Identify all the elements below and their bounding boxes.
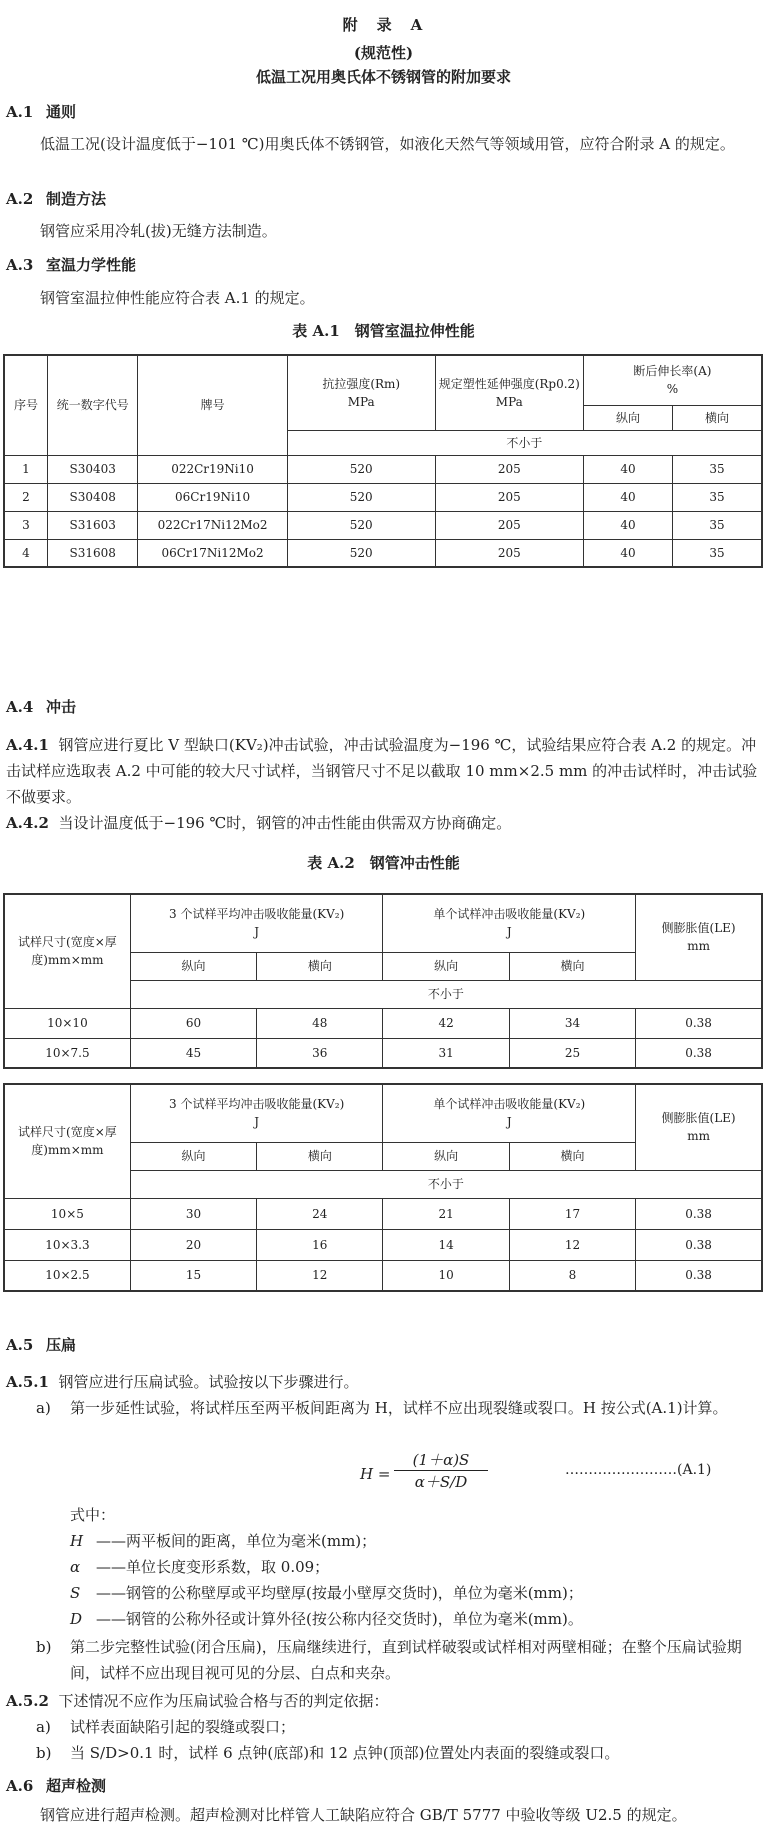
variable-definition xyxy=(70,1580,760,1606)
section-number: A.1 xyxy=(6,103,34,121)
cell: 17 xyxy=(509,1198,635,1229)
header-transverse: 横向 xyxy=(257,1142,383,1170)
header-size: 试样尺寸(宽度×厚度)mm×mm xyxy=(4,894,130,1008)
exception-item: 试样表面缺陷引起的裂缝或裂口； xyxy=(70,1718,296,1736)
table-row xyxy=(4,1260,762,1291)
clause-text: 钢管应进行压扁试验。试验按以下步骤进行。 xyxy=(58,1373,359,1391)
cell: 42 xyxy=(383,1008,509,1038)
clause-a52 xyxy=(6,1688,762,1714)
cell: 205 xyxy=(435,539,583,567)
header-no: 序号 xyxy=(4,355,47,455)
cell: 0.38 xyxy=(636,1038,762,1068)
section-a3-heading xyxy=(6,254,136,275)
section-title: 超声检测 xyxy=(46,1777,107,1795)
variable-desc: ——钢管的公称壁厚或平均壁厚(按最小壁厚交货时)，单位为毫米(mm)； xyxy=(96,1584,583,1602)
exception-item: 当 S/D>0.1 时，试样 6 点钟(底部)和 12 点钟(顶部)位置处内表面的裂缝或裂口。 xyxy=(70,1744,620,1762)
clause-text: 当设计温度低于−196 ℃时，钢管的冲击性能由供需双方协商确定。 xyxy=(58,814,512,832)
cell: 20 xyxy=(130,1229,256,1260)
cell: 24 xyxy=(257,1198,383,1229)
header-min: 不小于 xyxy=(130,980,762,1008)
variable-definition xyxy=(70,1606,760,1632)
cell: 40 xyxy=(583,539,672,567)
cell: S31603 xyxy=(47,511,137,539)
table-row xyxy=(4,483,762,511)
table-a1 xyxy=(3,354,763,568)
cell: 45 xyxy=(130,1038,256,1068)
cell: 4 xyxy=(4,539,47,567)
cell: 022Cr19Ni10 xyxy=(138,455,287,483)
cell: 35 xyxy=(673,511,762,539)
header-code: 统一数字代号 xyxy=(47,355,137,455)
cell: 36 xyxy=(257,1038,383,1068)
appendix-title: 附 录 A xyxy=(342,16,425,34)
cell: 25 xyxy=(509,1038,635,1068)
cell: 3 xyxy=(4,511,47,539)
cell: 10 xyxy=(383,1260,509,1291)
header-min: 不小于 xyxy=(287,430,762,455)
header-longitudinal: 纵向 xyxy=(583,405,672,430)
cell: 31 xyxy=(383,1038,509,1068)
variable-desc: ——两平板间的距离，单位为毫米(mm)； xyxy=(96,1532,377,1550)
cell: 10×7.5 xyxy=(4,1038,130,1068)
cell: 14 xyxy=(383,1229,509,1260)
appendix-type: (规范性) xyxy=(353,44,414,62)
header-lateral-expansion: 侧膨胀值(LE) mm xyxy=(636,1084,762,1170)
header-elongation: 断后伸长率(A) % xyxy=(583,355,762,405)
cell: 30 xyxy=(130,1198,256,1229)
where-label: 式中： xyxy=(70,1506,116,1524)
cell: 48 xyxy=(257,1008,383,1038)
variable-symbol: D xyxy=(70,1610,83,1628)
cell: S30408 xyxy=(47,483,137,511)
cell: 520 xyxy=(287,455,435,483)
cell: S30403 xyxy=(47,455,137,483)
cell: 40 xyxy=(583,455,672,483)
section-a6-heading xyxy=(6,1775,106,1796)
header-transverse: 横向 xyxy=(509,1142,635,1170)
formula-denominator: α＋S/D xyxy=(414,1473,468,1491)
cell: 0.38 xyxy=(636,1260,762,1291)
section-title: 通则 xyxy=(46,103,77,121)
section-title: 压扁 xyxy=(46,1336,77,1354)
section-a5-heading xyxy=(6,1334,76,1355)
cell: 15 xyxy=(130,1260,256,1291)
clause-number: A.5.2 xyxy=(6,1692,49,1710)
section-a2-text: 钢管应采用冷轧(拔)无缝方法制造。 xyxy=(40,222,277,240)
cell: 40 xyxy=(583,511,672,539)
header-single-energy: 单个试样冲击吸收能量(KV₂) J xyxy=(383,1084,636,1142)
variable-symbol: α xyxy=(70,1558,81,1576)
table-a1-caption: 表 A.1 钢管室温拉伸性能 xyxy=(292,322,475,340)
cell: 205 xyxy=(435,483,583,511)
section-a1-text: 低温工况(设计温度低于−101 ℃)用奥氏体不锈钢管，如液化天然气等领域用管，应符合附录 A 的规定。 xyxy=(40,135,735,153)
cell: 40 xyxy=(583,483,672,511)
cell: 16 xyxy=(257,1229,383,1260)
cell: 520 xyxy=(287,483,435,511)
cell: 10×3.3 xyxy=(4,1229,130,1260)
cell: 1 xyxy=(4,455,47,483)
variable-definition xyxy=(70,1554,760,1580)
variable-desc: ——钢管的公称外径或计算外径(按公称内径交货时)，单位为毫米(mm)。 xyxy=(96,1610,583,1628)
clause-number: A.5.1 xyxy=(6,1373,49,1391)
section-number: A.4 xyxy=(6,698,34,716)
cell: 34 xyxy=(509,1008,635,1038)
header-longitudinal: 纵向 xyxy=(383,1142,509,1170)
cell: 520 xyxy=(287,511,435,539)
variable-definition xyxy=(70,1528,760,1554)
cell: 8 xyxy=(509,1260,635,1291)
table-row xyxy=(4,539,762,567)
cell: 35 xyxy=(673,483,762,511)
cell: 60 xyxy=(130,1008,256,1038)
list-marker: a) xyxy=(36,1718,51,1736)
header-transverse: 横向 xyxy=(257,952,383,980)
section-a4-heading xyxy=(6,696,76,717)
variable-symbol: H xyxy=(70,1532,84,1550)
header-transverse: 横向 xyxy=(509,952,635,980)
cell: 10×5 xyxy=(4,1198,130,1229)
table-a2-caption: 表 A.2 钢管冲击性能 xyxy=(307,854,460,872)
cell: 35 xyxy=(673,455,762,483)
clause-a42 xyxy=(6,810,762,836)
header-size: 试样尺寸(宽度×厚度)mm×mm xyxy=(4,1084,130,1198)
cell: 12 xyxy=(509,1229,635,1260)
cell: 022Cr17Ni12Mo2 xyxy=(138,511,287,539)
header-single-energy: 单个试样冲击吸收能量(KV₂) J xyxy=(383,894,636,952)
cell: 21 xyxy=(383,1198,509,1229)
section-a3-text: 钢管室温拉伸性能应符合表 A.1 的规定。 xyxy=(40,289,315,307)
header-lateral-expansion: 侧膨胀值(LE) mm xyxy=(636,894,762,980)
cell: 12 xyxy=(257,1260,383,1291)
table-row xyxy=(4,1229,762,1260)
clause-number: A.4.2 xyxy=(6,814,49,832)
clause-text: 下述情况不应作为压扁试验合格与否的判定依据： xyxy=(58,1692,389,1710)
cell: 205 xyxy=(435,455,583,483)
table-row xyxy=(4,1008,762,1038)
header-longitudinal: 纵向 xyxy=(130,1142,256,1170)
header-avg-energy: 3 个试样平均冲击吸收能量(KV₂) J xyxy=(130,894,383,952)
list-marker: b) xyxy=(36,1638,52,1656)
header-min: 不小于 xyxy=(130,1170,762,1198)
section-title: 室温力学性能 xyxy=(46,256,137,274)
section-number: A.5 xyxy=(6,1336,34,1354)
step-one-text: 第一步延性试验，将试样压至两平板间距离为 H，试样不应出现裂缝或裂口。H 按公式(A.1)计算。 xyxy=(70,1399,728,1417)
header-longitudinal: 纵向 xyxy=(130,952,256,980)
cell: 0.38 xyxy=(636,1198,762,1229)
cell: S31608 xyxy=(47,539,137,567)
section-number: A.3 xyxy=(6,256,34,274)
appendix-heading: 低温工况用奥氏体不锈钢管的附加要求 xyxy=(255,68,511,86)
section-title: 制造方法 xyxy=(46,190,107,208)
header-avg-energy: 3 个试样平均冲击吸收能量(KV₂) J xyxy=(130,1084,383,1142)
cell: 10×10 xyxy=(4,1008,130,1038)
formula-numerator: (1＋α)S xyxy=(394,1450,488,1471)
table-a2-part2 xyxy=(3,1083,763,1292)
section-a2-heading xyxy=(6,188,106,209)
cell: 205 xyxy=(435,511,583,539)
section-number: A.2 xyxy=(6,190,34,208)
header-longitudinal: 纵向 xyxy=(383,952,509,980)
clause-text: 钢管应进行夏比 V 型缺口(KV₂)冲击试验，冲击试验温度为−196 ℃，试验结果应符合表 A.2 的规定。冲击试样应选取表 A.2 中可能的较大尺寸试样，当钢管尺寸不足以截取 10 mm×2.5 mm 的冲击试样时，冲击试验不做要求。 xyxy=(6,736,758,806)
header-transverse: 横向 xyxy=(673,405,762,430)
section-title: 冲击 xyxy=(46,698,77,716)
step-two-text: 第二步完整性试验(闭合压扁)，压扁继续进行，直到试样破裂或试样相对两壁相碰；在整个压扁试验期间，试样不应出现目视可见的分层、白点和夹杂。 xyxy=(70,1638,742,1682)
header-tensile: 抗拉强度(Rm) MPa xyxy=(287,355,435,430)
formula-number: ……………………(A.1) xyxy=(565,1462,712,1478)
table-row xyxy=(4,455,762,483)
clause-a41 xyxy=(6,732,762,810)
header-yield: 规定塑性延伸强度(Rp0.2) MPa xyxy=(435,355,583,430)
table-row xyxy=(4,1038,762,1068)
section-number: A.6 xyxy=(6,1777,34,1795)
cell: 06Cr19Ni10 xyxy=(138,483,287,511)
header-grade: 牌号 xyxy=(138,355,287,455)
cell: 35 xyxy=(673,539,762,567)
section-a1-heading xyxy=(6,101,76,122)
cell: 520 xyxy=(287,539,435,567)
cell: 06Cr17Ni12Mo2 xyxy=(138,539,287,567)
cell: 0.38 xyxy=(636,1229,762,1260)
variable-desc: ——单位长度变形系数，取 0.09； xyxy=(96,1558,330,1576)
cell: 0.38 xyxy=(636,1008,762,1038)
list-marker: a) xyxy=(36,1399,51,1417)
table-a2-part1 xyxy=(3,893,763,1069)
cell: 2 xyxy=(4,483,47,511)
cell: 10×2.5 xyxy=(4,1260,130,1291)
table-row xyxy=(4,1198,762,1229)
table-row xyxy=(4,511,762,539)
section-a6-text: 钢管应进行超声检测。超声检测对比样管人工缺陷应符合 GB/T 5777 中验收等级 U2.5 的规定。 xyxy=(40,1806,687,1824)
clause-a51 xyxy=(6,1369,762,1395)
clause-number: A.4.1 xyxy=(6,736,49,754)
variable-symbol: S xyxy=(70,1584,81,1602)
formula-lhs: H = xyxy=(360,1465,391,1483)
list-marker: b) xyxy=(36,1744,52,1762)
